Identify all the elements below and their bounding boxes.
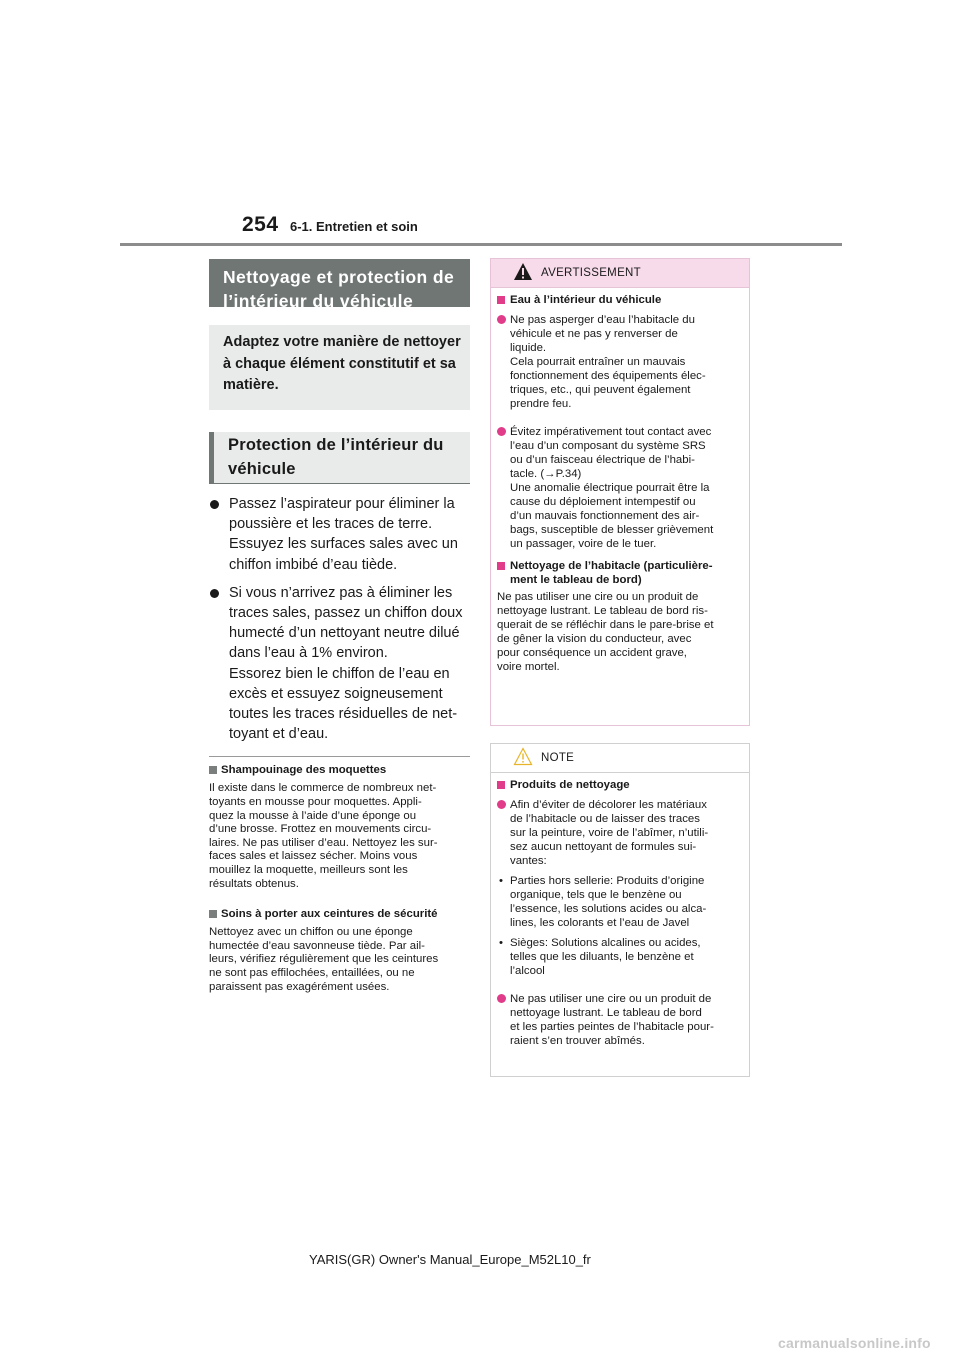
text-line: l’eau d’un composant du système SRS (510, 440, 706, 452)
text-line: Passez l’aspirateur pour éliminer la (229, 496, 455, 512)
belts-heading (209, 907, 470, 921)
text-line: quez la mousse à l’aide d’une éponge ou (209, 809, 417, 822)
text-line: Il existe dans le commerce de nombreux net- (209, 782, 437, 795)
bullet-dot-icon (497, 315, 506, 324)
page-number: 254 (242, 213, 279, 236)
text-line: Évitez impérativement tout contact avec (510, 426, 712, 438)
carpet-heading (209, 763, 470, 777)
heading-text: Produits de nettoyage (510, 779, 630, 791)
text-line: nettoyage lustrant. Le tableau de bord (510, 1007, 702, 1019)
text-line: raient s’en trouver abîmés. (510, 1035, 645, 1047)
text-line: chiffon imbibé d’eau tiède. (229, 556, 398, 573)
text-line: leurs, vérifiez régulièrement que les ceintures (209, 953, 439, 966)
text-line: pour conséquence un accident grave, (497, 647, 687, 659)
text-line: voire mortel. (497, 661, 560, 673)
text-line: Ne pas utiliser une cire ou un produit de (497, 591, 699, 603)
text-line: Sièges: Solutions alcalines ou acides, (510, 937, 701, 949)
sub-heading (209, 432, 470, 484)
text-line: sur la peinture, voire de l’abîmer, n’utili- (510, 827, 709, 839)
note-box (490, 743, 750, 1077)
text-line: cause du déploiement intempestif ou (510, 496, 696, 508)
text-line: résultats obtenus. (209, 877, 299, 890)
text-line: de gêner la vision du conducteur, avec (497, 633, 692, 645)
text-line: telles que les diluants, le benzène et (510, 951, 694, 963)
intro-line: à chaque élément constitutif et sa (223, 355, 456, 372)
carpet-heading-text: Shampouinage des moquettes (221, 764, 387, 777)
bullet-dot-icon (210, 500, 219, 509)
bullet-item (209, 494, 470, 575)
text-line: faces sales et laissez sécher. Moins vous (209, 850, 418, 863)
bullet-item (209, 583, 470, 745)
belts-heading-text: Soins à porter aux ceintures de sécurité (221, 908, 438, 921)
text-line: d’un mauvais fonctionnement des air- (510, 510, 700, 522)
heading-text: Eau à l’intérieur du véhicule (510, 294, 662, 306)
heading-text: Nettoyage de l’habitacle (particulière- (510, 560, 713, 572)
warning-item (497, 313, 741, 411)
text-line: Ne pas asperger d’eau l’habitacle du (510, 314, 695, 326)
main-heading-line: l’intérieur du véhicule (223, 291, 414, 311)
text-line: toyant et d’eau. (229, 726, 329, 743)
text-line: paraissent pas exagérément usées. (209, 980, 390, 993)
square-bullet-icon (497, 562, 505, 570)
text-line: Afin d’éviter de décolorer les matériaux (510, 799, 707, 811)
small-bullet-icon: • (499, 875, 503, 887)
warning-triangle-icon (513, 262, 533, 281)
intro-line: matière. (223, 377, 279, 393)
text-line: Essorez bien le chiffon de l’eau en (229, 665, 450, 682)
bullet-dot-icon (210, 589, 219, 598)
square-bullet-icon (209, 766, 217, 774)
bullet-dot-icon (497, 800, 506, 809)
heading-text: ment le tableau de bord) (510, 574, 642, 586)
header-rule (120, 243, 842, 246)
text-line: Ne pas utiliser une cire ou un produit de (510, 993, 712, 1005)
sub-heading-line: Protection de l’intérieur du (228, 436, 444, 454)
carpet-text (209, 782, 470, 891)
text-line: nettoyage lustrant. Le tableau de bord ris- (497, 605, 708, 617)
text-line: Parties hors sellerie: Produits d’origine (510, 875, 705, 887)
text-line: ne sont pas effilochées, entaillées, ou ne (209, 966, 415, 979)
text-line: un passager, voire de le tuer. (510, 538, 657, 550)
text-line: organique, tels que le benzène ou (510, 889, 682, 901)
left-column (209, 259, 470, 994)
text-line: bags, susceptible de blesser grièvement (510, 524, 714, 536)
warning-body (491, 288, 749, 674)
main-heading-line: Nettoyage et protection de (223, 267, 455, 287)
text-line: Cela pourrait entraîner un mauvais (510, 356, 686, 368)
text-line: humecté d’un nettoyant neutre dilué (229, 625, 460, 642)
warning-section-heading (497, 559, 741, 587)
text-line: humectée d’eau savonneuse tiède. Par ail- (209, 939, 425, 952)
warning-section-heading (497, 293, 741, 307)
note-title: NOTE (541, 752, 575, 764)
warning-title: AVERTISSEMENT (541, 267, 641, 279)
note-header (491, 744, 749, 773)
warning-text (497, 590, 741, 674)
text-line: querait de se réfléchir dans le pare-brise et (497, 619, 714, 631)
text-line: d’une brosse. Frottez en mouvements circu- (209, 823, 432, 836)
note-subitem (497, 936, 741, 978)
text-line: sez aucun nettoyant de formules sui- (510, 841, 697, 853)
watermark: carmanualsonline.info (778, 1335, 931, 1351)
note-item (497, 798, 741, 868)
text-line: lines, les colorants et l’eau de Javel (510, 917, 690, 929)
intro-box (209, 325, 470, 410)
warning-box (490, 258, 750, 726)
text-line: véhicule et ne pas y renverser de (510, 328, 678, 340)
warning-header (491, 259, 749, 288)
text-line: toyants en mousse pour moquettes. Appli- (209, 796, 422, 809)
text-line: excès et essuyez soigneusement (229, 685, 443, 702)
square-bullet-icon (497, 296, 505, 304)
warning-item (497, 425, 741, 551)
text-line: mouillez la moquette, meilleurs sont les (209, 864, 408, 876)
text-line: tacle. (→P.34) (510, 468, 582, 480)
main-heading (209, 259, 470, 311)
text-line: poussière et les traces de terre. (229, 516, 433, 533)
note-subitem (497, 874, 741, 930)
bullet-dot-icon (497, 427, 506, 436)
text-line: Si vous n’arrivez pas à éliminer les (229, 584, 453, 601)
text-line: liquide. (510, 342, 547, 354)
section-title: 6-1. Entretien et soin (290, 219, 418, 234)
text-line: prendre feu. (510, 398, 572, 410)
text-line: laires. Ne pas utiliser d’eau. Nettoyez les sur- (209, 836, 438, 849)
text-line: de l’habitacle ou de laisser des traces (510, 813, 700, 825)
note-body (491, 773, 749, 1048)
square-bullet-icon (209, 910, 217, 918)
text-line: Essuyez les surfaces sales avec un (229, 536, 458, 553)
text-line: traces sales, passez un chiffon doux (229, 605, 463, 622)
text-line: et les parties peintes de l’habitacle pour- (510, 1021, 714, 1033)
bullet-list (209, 494, 470, 744)
text-line: vantes: (510, 855, 547, 867)
small-bullet-icon: • (499, 937, 503, 949)
square-bullet-icon (497, 781, 505, 789)
bullet-dot-icon (497, 994, 506, 1003)
text-line: dans l’eau à 1% environ. (229, 645, 388, 662)
text-line: Nettoyez avec un chiffon ou une éponge (209, 926, 413, 939)
sub-heading-line: véhicule (228, 460, 296, 478)
text-line: Une anomalie électrique pourrait être la (510, 482, 710, 494)
text-line: l’essence, les solutions acides ou alca- (510, 903, 707, 915)
text-line: fonctionnement des équipements élec- (510, 370, 706, 382)
belts-text (209, 926, 470, 994)
section-divider (209, 756, 470, 757)
text-line: triques, etc., qui peuvent également (510, 384, 691, 396)
caution-triangle-icon (513, 747, 533, 766)
text-line: toutes les traces résiduelles de net- (229, 706, 458, 723)
intro-line: Adaptez votre manière de nettoyer (223, 334, 461, 350)
text-line: ou d’un faisceau électrique de l’habi- (510, 454, 695, 466)
text-line: l’alcool (510, 965, 545, 977)
footer-manual-id: YARIS(GR) Owner's Manual_Europe_M52L10_fr (309, 1252, 591, 1267)
note-item (497, 992, 741, 1048)
note-heading (497, 778, 741, 792)
